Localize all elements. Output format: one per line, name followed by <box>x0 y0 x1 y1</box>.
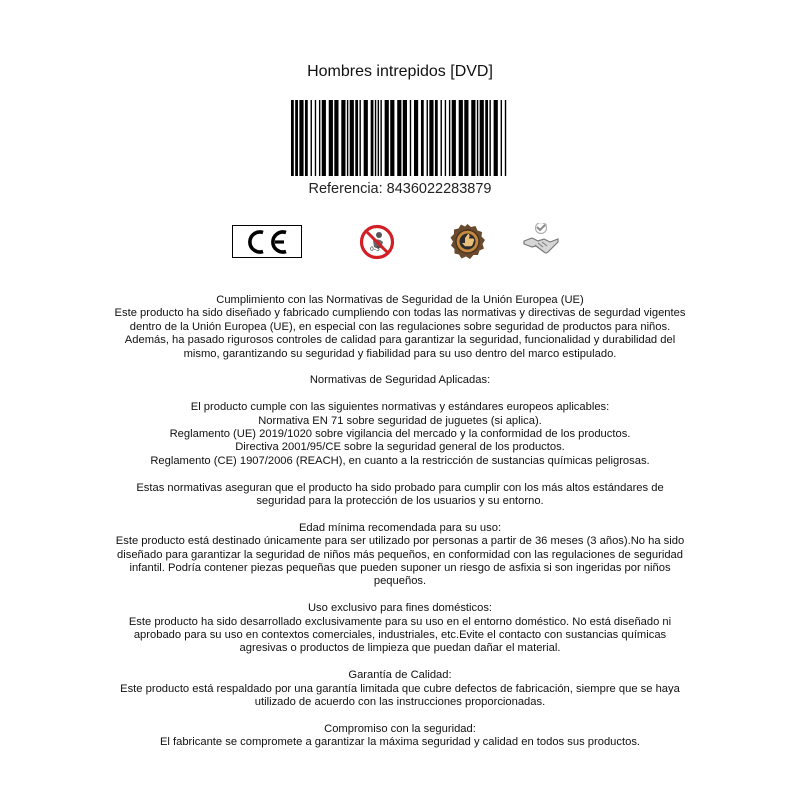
applied-item: Directiva 2001/95/CE sobre la seguridad general de los productos. <box>235 441 565 454</box>
handshake-icon <box>522 223 564 260</box>
commitment-title: Compromiso con la seguridad: <box>324 722 476 735</box>
applied-item: Normativa EN 71 sobre seguridad de juguetes (si aplica). <box>258 414 542 427</box>
age-body: Este producto está destinado únicamente para ser utilizado por personas a partir de 36 meses (3 años).No ha sido diseñado para garantizar la seguridad de niños más pequeños, en conformidad con las regulaciones de seguridad infantil. Podría contener piezas pequeñas que pueden suponer un riesgo de asfixia si son ingeridas por niños pequeños. <box>115 535 685 588</box>
quality-seal-icon <box>449 223 486 260</box>
commitment-body: El fabricante se compromete a garantizar la máxima seguridad y calidad en todos sus productos. <box>159 736 641 749</box>
assurance-text: Estas normativas aseguran que el producto ha sido probado para cumplir con los más altos estándares de seguridad para la protección de los usuarios y su entorno. <box>136 481 664 508</box>
compliance-icons <box>0 222 800 262</box>
warranty-title: Garantía de Calidad: <box>348 669 452 682</box>
warranty-body: Este producto está respaldado por una garantía limitada que cubre defectos de fabricación, siempre que se haya utilizado de acuerdo con las instrucciones proporcionadas. <box>120 682 680 709</box>
applied-item: Reglamento (UE) 2019/1020 sobre vigilancia del mercado y la conformidad de los productos. <box>169 428 631 441</box>
reference-number: Referencia: 8436022283879 <box>308 181 492 197</box>
domestic-body: Este producto ha sido desarrollado exclusivamente para su uso en el entorno doméstico. No está diseñado ni aprobado para su uso en contextos comerciales, industriales, etc.Evite el contacto con sustancias químicas agresivas o productos de limpieza que puedan dañar el material. <box>128 615 672 655</box>
safety-content <box>112 294 688 750</box>
ce-mark-icon <box>232 225 302 258</box>
product-title: Hombres intrepidos [DVD] <box>307 63 493 80</box>
compliance-body: Este producto ha sido diseñado y fabricado cumpliendo con todas las normativas y directivas de segurdad vigentes dentro de la Unión Europea (UE), en especial con las regulaciones sobre seguridad de productos para niños. Además, ha pasado rigurosos controles de calidad para garantizar la seguridad, funcionalidad y durabilidad del mismo, garantizando su seguridad y fiabilidad para su uso dentro del marco estipulado. <box>114 307 686 360</box>
applied-intro: El producto cumple con las siguientes normativas y estándares europeos aplicables: <box>190 401 610 414</box>
age-label: 0-3 <box>370 246 380 253</box>
age-title: Edad mínima recomendada para su uso: <box>298 521 502 534</box>
domestic-title: Uso exclusivo para fines domésticos: <box>307 602 493 615</box>
barcode <box>291 100 509 176</box>
applied-item: Reglamento (CE) 1907/2006 (REACH), en cuanto a la restricción de sustancias químicas peligrosas. <box>150 454 650 467</box>
no-children-0-3-icon <box>359 224 395 260</box>
compliance-title: Cumplimiento con las Normativas de Seguridad de la Unión Europea (UE) <box>216 294 584 306</box>
applied-title: Normativas de Seguridad Aplicadas: <box>309 374 491 387</box>
